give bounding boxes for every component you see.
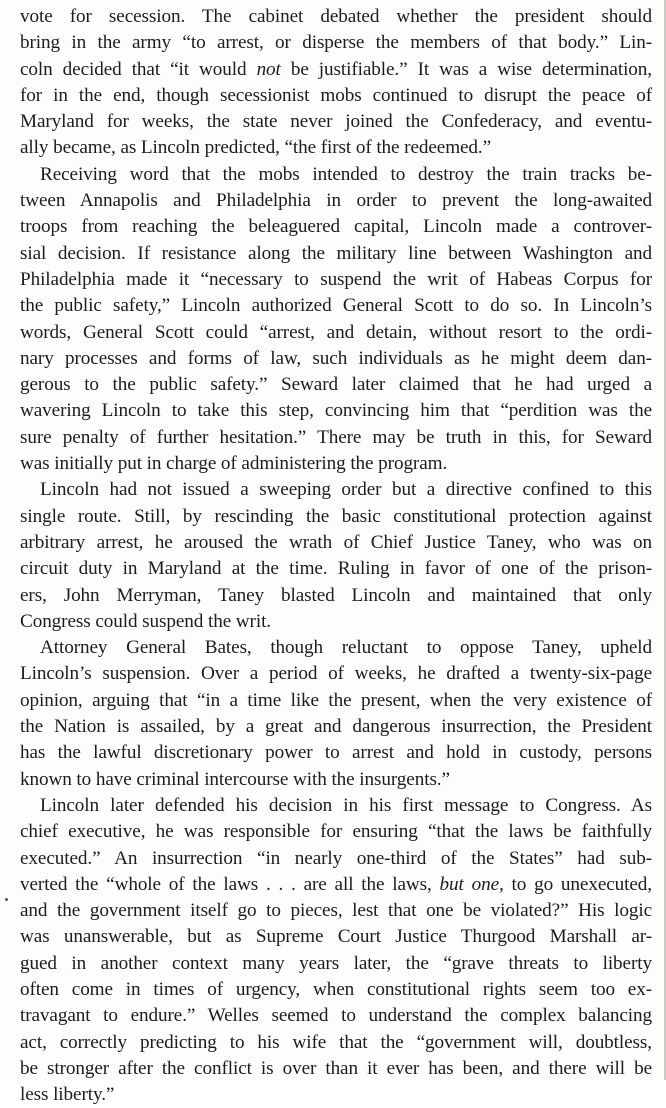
text-line <box>20 346 652 372</box>
text-segment: Congress could suspend the writ. <box>20 610 272 632</box>
text-line <box>20 214 652 240</box>
text-segment: to go unexecuted, <box>503 873 652 895</box>
text-line <box>20 477 652 503</box>
text-segment: act, correctly predicting to his wife that the “government will, doubtless, <box>20 1031 652 1053</box>
text-line <box>20 293 652 319</box>
text-segment: Maryland for weeks, the state never joined the Confederacy, and eventu- <box>20 111 652 133</box>
text-line <box>20 635 652 661</box>
text-line <box>20 609 652 635</box>
text-segment: circuit duty in Maryland at the time. Ruling in favor of one of the prison- <box>20 558 652 580</box>
text-line <box>20 135 652 161</box>
text-line <box>20 372 652 398</box>
text-segment: troops from reaching the beleaguered capital, Lincoln made a controver- <box>20 216 652 238</box>
text-line <box>20 162 652 188</box>
text-line <box>20 740 652 766</box>
text-segment: Lincoln’s suspension. Over a period of weeks, he drafted a twenty-six-page <box>20 663 652 685</box>
text-line <box>20 83 652 109</box>
text-line <box>20 846 652 872</box>
text-segment: chief executive, he was responsible for ensuring “that the laws be faithfully <box>20 821 652 843</box>
text-line <box>20 241 652 267</box>
text-segment: arbitrary arrest, he aroused the wrath of Chief Justice Taney, who was on <box>20 531 652 553</box>
text-line <box>20 898 652 924</box>
text-segment: wavering Lincoln to take this step, convincing him that “perdition was the <box>20 400 652 422</box>
text-segment: for in the end, though secessionist mobs continued to disrupt the peace of <box>20 84 652 106</box>
text-line <box>20 688 652 714</box>
text-segment: ally became, as Lincoln predicted, “the first of the redeemed.” <box>20 137 492 159</box>
text-line <box>20 425 652 451</box>
text-line <box>20 57 652 83</box>
text-segment: Lincoln had not issued a sweeping order but a directive confined to this <box>40 479 652 501</box>
text-segment: nary processes and forms of law, such individuals as he might deem dan- <box>20 347 652 369</box>
text-segment: the public safety,” Lincoln authorized General Scott to do so. In Lincoln’s <box>20 295 652 317</box>
italic-emphasis: but one, <box>439 873 504 895</box>
text-segment: travagant to endure.” Welles seemed to understand the complex balancing <box>20 1005 652 1027</box>
text-line <box>20 661 652 687</box>
text-line <box>20 1056 652 1082</box>
scan-speck <box>5 898 8 901</box>
text-line <box>20 1082 652 1108</box>
text-segment: vote for secession. The cabinet debated whether the president should <box>20 6 652 27</box>
text-line <box>20 556 652 582</box>
text-segment: executed.” An insurrection “in nearly one-third of the States” had sub- <box>20 847 652 869</box>
italic-emphasis: not <box>256 58 281 80</box>
text-line <box>20 504 652 530</box>
text-segment: Receiving word that the mobs intended to destroy the train tracks be- <box>40 163 652 185</box>
text-segment: gued in another context many years later, the “grave threats to liberty <box>20 952 652 974</box>
text-segment: less liberty.” <box>20 1084 115 1106</box>
text-line <box>20 977 652 1003</box>
text-segment: opinion, arguing that “in a time like the present, when the very existence of <box>20 689 652 711</box>
text-segment: be justifiable.” It was a wise determination, <box>280 58 652 80</box>
text-line <box>20 583 652 609</box>
text-segment: sial decision. If resistance along the military line between Washington and <box>20 242 652 264</box>
text-line <box>20 819 652 845</box>
text-line <box>20 188 652 214</box>
text-line <box>20 109 652 135</box>
text-segment: was initially put in charge of administering the program. <box>20 453 448 475</box>
text-segment: gerous to the public safety.” Seward later claimed that he had urged a <box>20 374 652 396</box>
text-segment: coln decided that “it would <box>20 58 257 80</box>
text-line <box>20 793 652 819</box>
text-segment: tween Annapolis and Philadelphia in order to prevent the long-awaited <box>20 190 652 212</box>
text-line <box>20 320 652 346</box>
text-segment: sure penalty of further hesitation.” There may be truth in this, for Seward <box>20 426 652 448</box>
text-line <box>20 714 652 740</box>
text-segment: Lincoln later defended his decision in his first message to Congress. As <box>40 794 652 816</box>
text-line <box>20 951 652 977</box>
text-line <box>20 1003 652 1029</box>
text-segment: bring in the army “to arrest, or disperse the members of that body.” Lin- <box>20 32 652 54</box>
text-segment: often come in times of urgency, when constitutional rights seem too ex- <box>20 978 652 1000</box>
text-segment: Attorney General Bates, though reluctant to oppose Taney, upheld <box>40 637 652 659</box>
text-line <box>20 30 652 56</box>
text-line <box>20 4 652 30</box>
text-line <box>20 924 652 950</box>
text-line <box>20 267 652 293</box>
text-line <box>20 1030 652 1056</box>
text-segment: verted the “whole of the laws . . . are all the laws, <box>20 873 440 895</box>
text-line <box>20 872 652 898</box>
text-segment: ers, John Merryman, Taney blasted Lincoln and maintained that only <box>20 584 652 606</box>
text-segment: and the government itself go to pieces, lest that one be violated?” His logic <box>20 900 652 922</box>
text-line <box>20 530 652 556</box>
body-text <box>20 4 652 1108</box>
text-segment: Philadelphia made it “necessary to suspend the writ of Habeas Corpus for <box>20 268 652 290</box>
text-segment: was unanswerable, but as Supreme Court Justice Thurgood Marshall ar- <box>20 926 652 948</box>
text-segment: words, General Scott could “arrest, and detain, without resort to the ordi- <box>20 321 652 343</box>
text-segment: the Nation is assailed, by a great and dangerous insurrection, the President <box>20 716 652 738</box>
text-segment: single route. Still, by rescinding the basic constitutional protection against <box>20 505 652 527</box>
text-line <box>20 398 652 424</box>
text-line <box>20 451 652 477</box>
text-line <box>20 767 652 793</box>
text-segment: be stronger after the conflict is over than it ever has been, and there will be <box>20 1057 652 1079</box>
text-segment: known to have criminal intercourse with the insurgents.” <box>20 768 450 790</box>
text-segment: has the lawful discretionary power to arrest and hold in custody, persons <box>20 742 652 764</box>
